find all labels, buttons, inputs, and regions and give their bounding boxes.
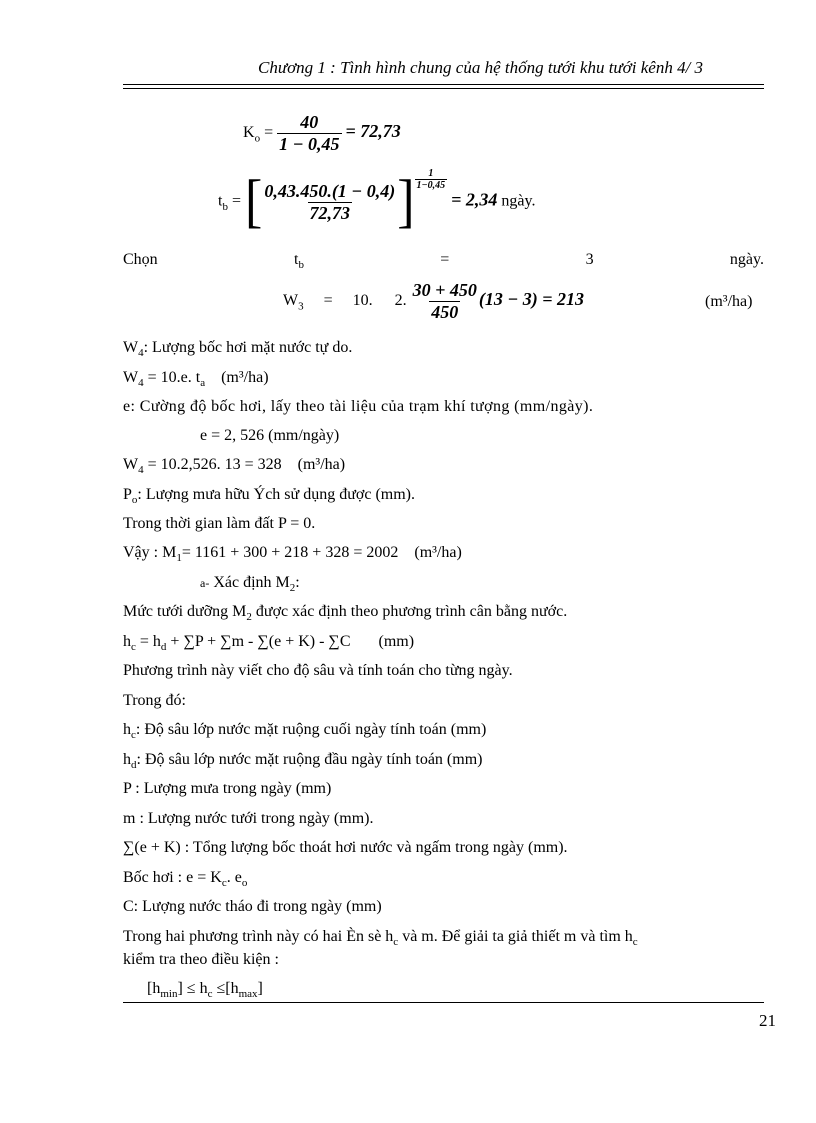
ko-fraction [277, 112, 341, 155]
ko-numerator: 40 [300, 112, 319, 132]
tb-result: = 2,34 [451, 189, 498, 210]
choose-eq: = [440, 251, 450, 268]
line-m2-def: Mức tưới dưỡng $M_2$ được xác định theo phương trình cân bằng nước. [123, 603, 568, 624]
equation-ko [243, 112, 401, 155]
right-bracket: ] [397, 168, 415, 235]
page-number: 21 [759, 1011, 776, 1030]
w3-fraction [411, 280, 479, 323]
choose-unit: ngày. [729, 251, 764, 268]
tb-exp-den: 1−0,45 [416, 180, 446, 191]
choose-var: t [293, 251, 299, 268]
equation-w3 [283, 280, 584, 323]
line-check-condition: kiểm tra theo điều kiện : [123, 951, 279, 968]
w3-eq: = [323, 292, 333, 310]
page-header-title: Chương 1 : Tình hình chung của hệ thống tưới khu tưới kênh 4/ 3 [258, 58, 704, 77]
choose-var-sub: b [298, 259, 304, 272]
ko-eq: = [264, 124, 274, 142]
line-where: Trong đó: [123, 692, 186, 709]
line-e-value: e = 2, 526 (mm/ngày) [200, 427, 340, 444]
line-e-def: e: Cường độ bốc hơi, lấy theo tài liệu của trạm khí tượng (mm/ngày). [123, 398, 594, 415]
ko-denominator: 1 − 0,45 [279, 134, 340, 154]
line-sum-def: ∑(e + K) : Tổng lượng bốc thoát hơi nước và ngấm trong ngày (mm). [123, 839, 568, 856]
line-evaporation: Bốc hơi : $e = K_c$. $e_o$ [123, 869, 248, 890]
line-unknowns: Trong hai phương trình này có hai Èn sè $h_c$ và m. Để giải ta giả thiết m và tìm $h_c$ [123, 928, 638, 949]
line-c-def: C: Lượng nước tháo đi trong ngày (mm) [123, 898, 382, 915]
tb-lhs-sub: b [222, 200, 228, 213]
ko-lhs: K [243, 124, 255, 142]
line-p-def: P : Lượng mưa trong ngày (mm) [123, 780, 332, 797]
line-w4-formula: $W_4 = 10.e$. $t_a$ (m³/ha) [123, 369, 269, 390]
left-bracket: [ [244, 168, 263, 235]
line-hc-equation: $h_c = h_d + \sum P + \sum m - \sum(e + K) - \sum C$ (mm) [123, 633, 415, 654]
tb-numerator: 0,43.450.(1 − 0,4) [264, 180, 396, 201]
line-hc-def: $h_c$: Độ sâu lớp nước mặt ruộng cuối ngày tính toán (mm) [123, 721, 487, 742]
tb-denominator: 72,73 [309, 202, 351, 223]
w3-lhs: W [283, 292, 299, 310]
line-equation-note: Phương trình này viết cho độ sâu và tính toán cho từng ngày. [123, 662, 513, 679]
line-p-zero: Trong thời gian làm đất P = 0. [123, 515, 316, 532]
w3-unit: (m³/ha) [705, 293, 753, 310]
ko-result: = 72,73 [345, 121, 401, 142]
footer-rule [123, 1002, 764, 1003]
choose-value: 3 [585, 251, 594, 268]
tb-unit: ngày. [501, 192, 536, 210]
line-m2-heading: a- Xác định $M_2$: [200, 574, 300, 595]
line-w4-def: $W_4$: Lượng bốc hơi mặt nước tự do. [123, 339, 353, 360]
line-m1-total: Vậy : $M_1= 1161 + 300 + 218 + 328 = 2002$ (m³/ha) [123, 544, 462, 565]
ko-lhs-sub: o [254, 132, 261, 145]
choose-line [123, 251, 764, 271]
tb-eq: = [231, 192, 241, 210]
w3-denominator: 450 [431, 302, 459, 322]
w3-rest: (13 − 3) = 213 [478, 289, 585, 310]
equation-tb [218, 168, 536, 235]
tb-fraction [262, 181, 397, 224]
header-rule-top [123, 84, 764, 85]
line-po-def: $P_o$: Lượng mưa hữu Ých sử dụng được (mm). [123, 486, 415, 507]
tb-lhs: t [218, 192, 223, 210]
w3-b: 2. [394, 292, 407, 310]
tb-exp-num: 1 [428, 168, 434, 179]
line-hd-def: $h_d$: Độ sâu lớp nước mặt ruộng đầu ngày tính toán (mm) [123, 751, 483, 772]
choose-word: Chọn [123, 251, 158, 268]
tb-exponent [415, 168, 448, 191]
w3-lhs-sub: 3 [298, 300, 304, 313]
header-rule-bottom [123, 88, 764, 89]
line-hc-bounds: $[h_{min}] \le h_c \le[h_{max}]$ [147, 980, 263, 1001]
line-m-def: m : Lượng nước tưới trong ngày (mm). [123, 810, 374, 827]
w3-numerator: 30 + 450 [412, 280, 477, 300]
w3-a: 10. [352, 292, 373, 310]
line-w4-calc: $W_4 = 10.2,526$. 13 = 328 (m³/ha) [123, 456, 346, 477]
